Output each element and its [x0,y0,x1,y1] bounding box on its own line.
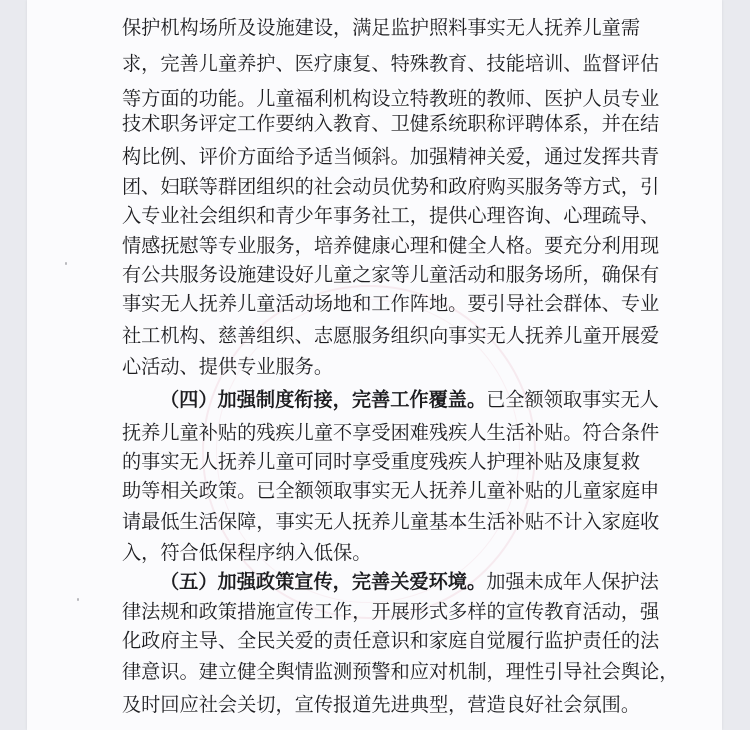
paragraph-line: 的事实无人抚养儿童可同时享受重度残疾人护理补贴及康复救 [122,450,641,473]
paragraph-line: 心活动、提供专业服务。 [122,355,334,378]
scan-speck [77,598,79,601]
document-page [27,0,722,730]
paragraph-line: 保护机构场所及设施建设，满足监护照料事实无人抚养儿童需 [122,16,641,39]
paragraph-line: 律意识。建立健全舆情监测预警和应对机制，理性引导社会舆论， [122,660,679,683]
paragraph-line: 请最低生活保障，事实无人抚养儿童基本生活补贴不计入家庭收 [122,510,660,533]
section5-first-text: 加强未成年人保护法 [486,570,659,593]
paragraph-line: 社工机构、慈善组织、志愿服务组织向事实无人抚养儿童开展爱 [122,324,660,347]
paragraph-line: 及时回应社会关切，宣传报道先进典型，营造良好社会氛围。 [122,693,641,716]
section4-first-line [160,385,659,415]
paragraph-line: 事实无人抚养儿童活动场地和工作阵地。要引导社会群体、专业 [122,292,660,315]
paragraph-line: 入，符合低保程序纳入低保。 [122,541,372,564]
scan-speck [65,262,67,265]
paragraph-line: 有公共服务设施建设好儿童之家等儿童活动和服务场所，确保有 [122,263,660,286]
paragraph-line: 抚养儿童补贴的残疾儿童不享受困难残疾人生活补贴。符合条件 [122,421,660,444]
section4-first-text: 已全额领取事实无人 [486,388,659,411]
paragraph-line: 技术职务评定工作要纳入教育、卫健系统职称评聘体系，并在结 [122,112,660,135]
paragraph-line: 构比例、评价方面给予适当倾斜。加强精神关爱，通过发挥共青 [122,145,660,168]
paragraph-line: 律法规和政策措施宣传工作，开展形式多样的宣传教育活动，强 [122,600,660,623]
paragraph-line: 求，完善儿童养护、医疗康复、特殊教育、技能培训、监督评估 [122,52,660,75]
section5-first-line [160,567,659,597]
paragraph-line: 化政府主导、全民关爱的责任意识和家庭自觉履行监护责任的法 [122,629,660,652]
paragraph-line: 团、妇联等群团组织的社会动员优势和政府购买服务等方式，引 [122,175,660,198]
section4-heading: （四）加强制度衔接，完善工作覆盖。 [160,388,487,411]
paragraph-line: 情感抚慰等专业服务，培养健康心理和健全人格。要充分利用现 [122,234,660,257]
section5-heading: （五）加强政策宣传，完善关爱环境。 [160,570,487,593]
paragraph-line: 助等相关政策。已全额领取事实无人抚养儿童补贴的儿童家庭申 [122,479,660,502]
paragraph-line: 等方面的功能。儿童福利机构设立特教班的教师、医护人员专业 [122,87,660,110]
paragraph-line: 入专业社会组织和青少年事务社工，提供心理咨询、心理疏导、 [122,204,660,227]
